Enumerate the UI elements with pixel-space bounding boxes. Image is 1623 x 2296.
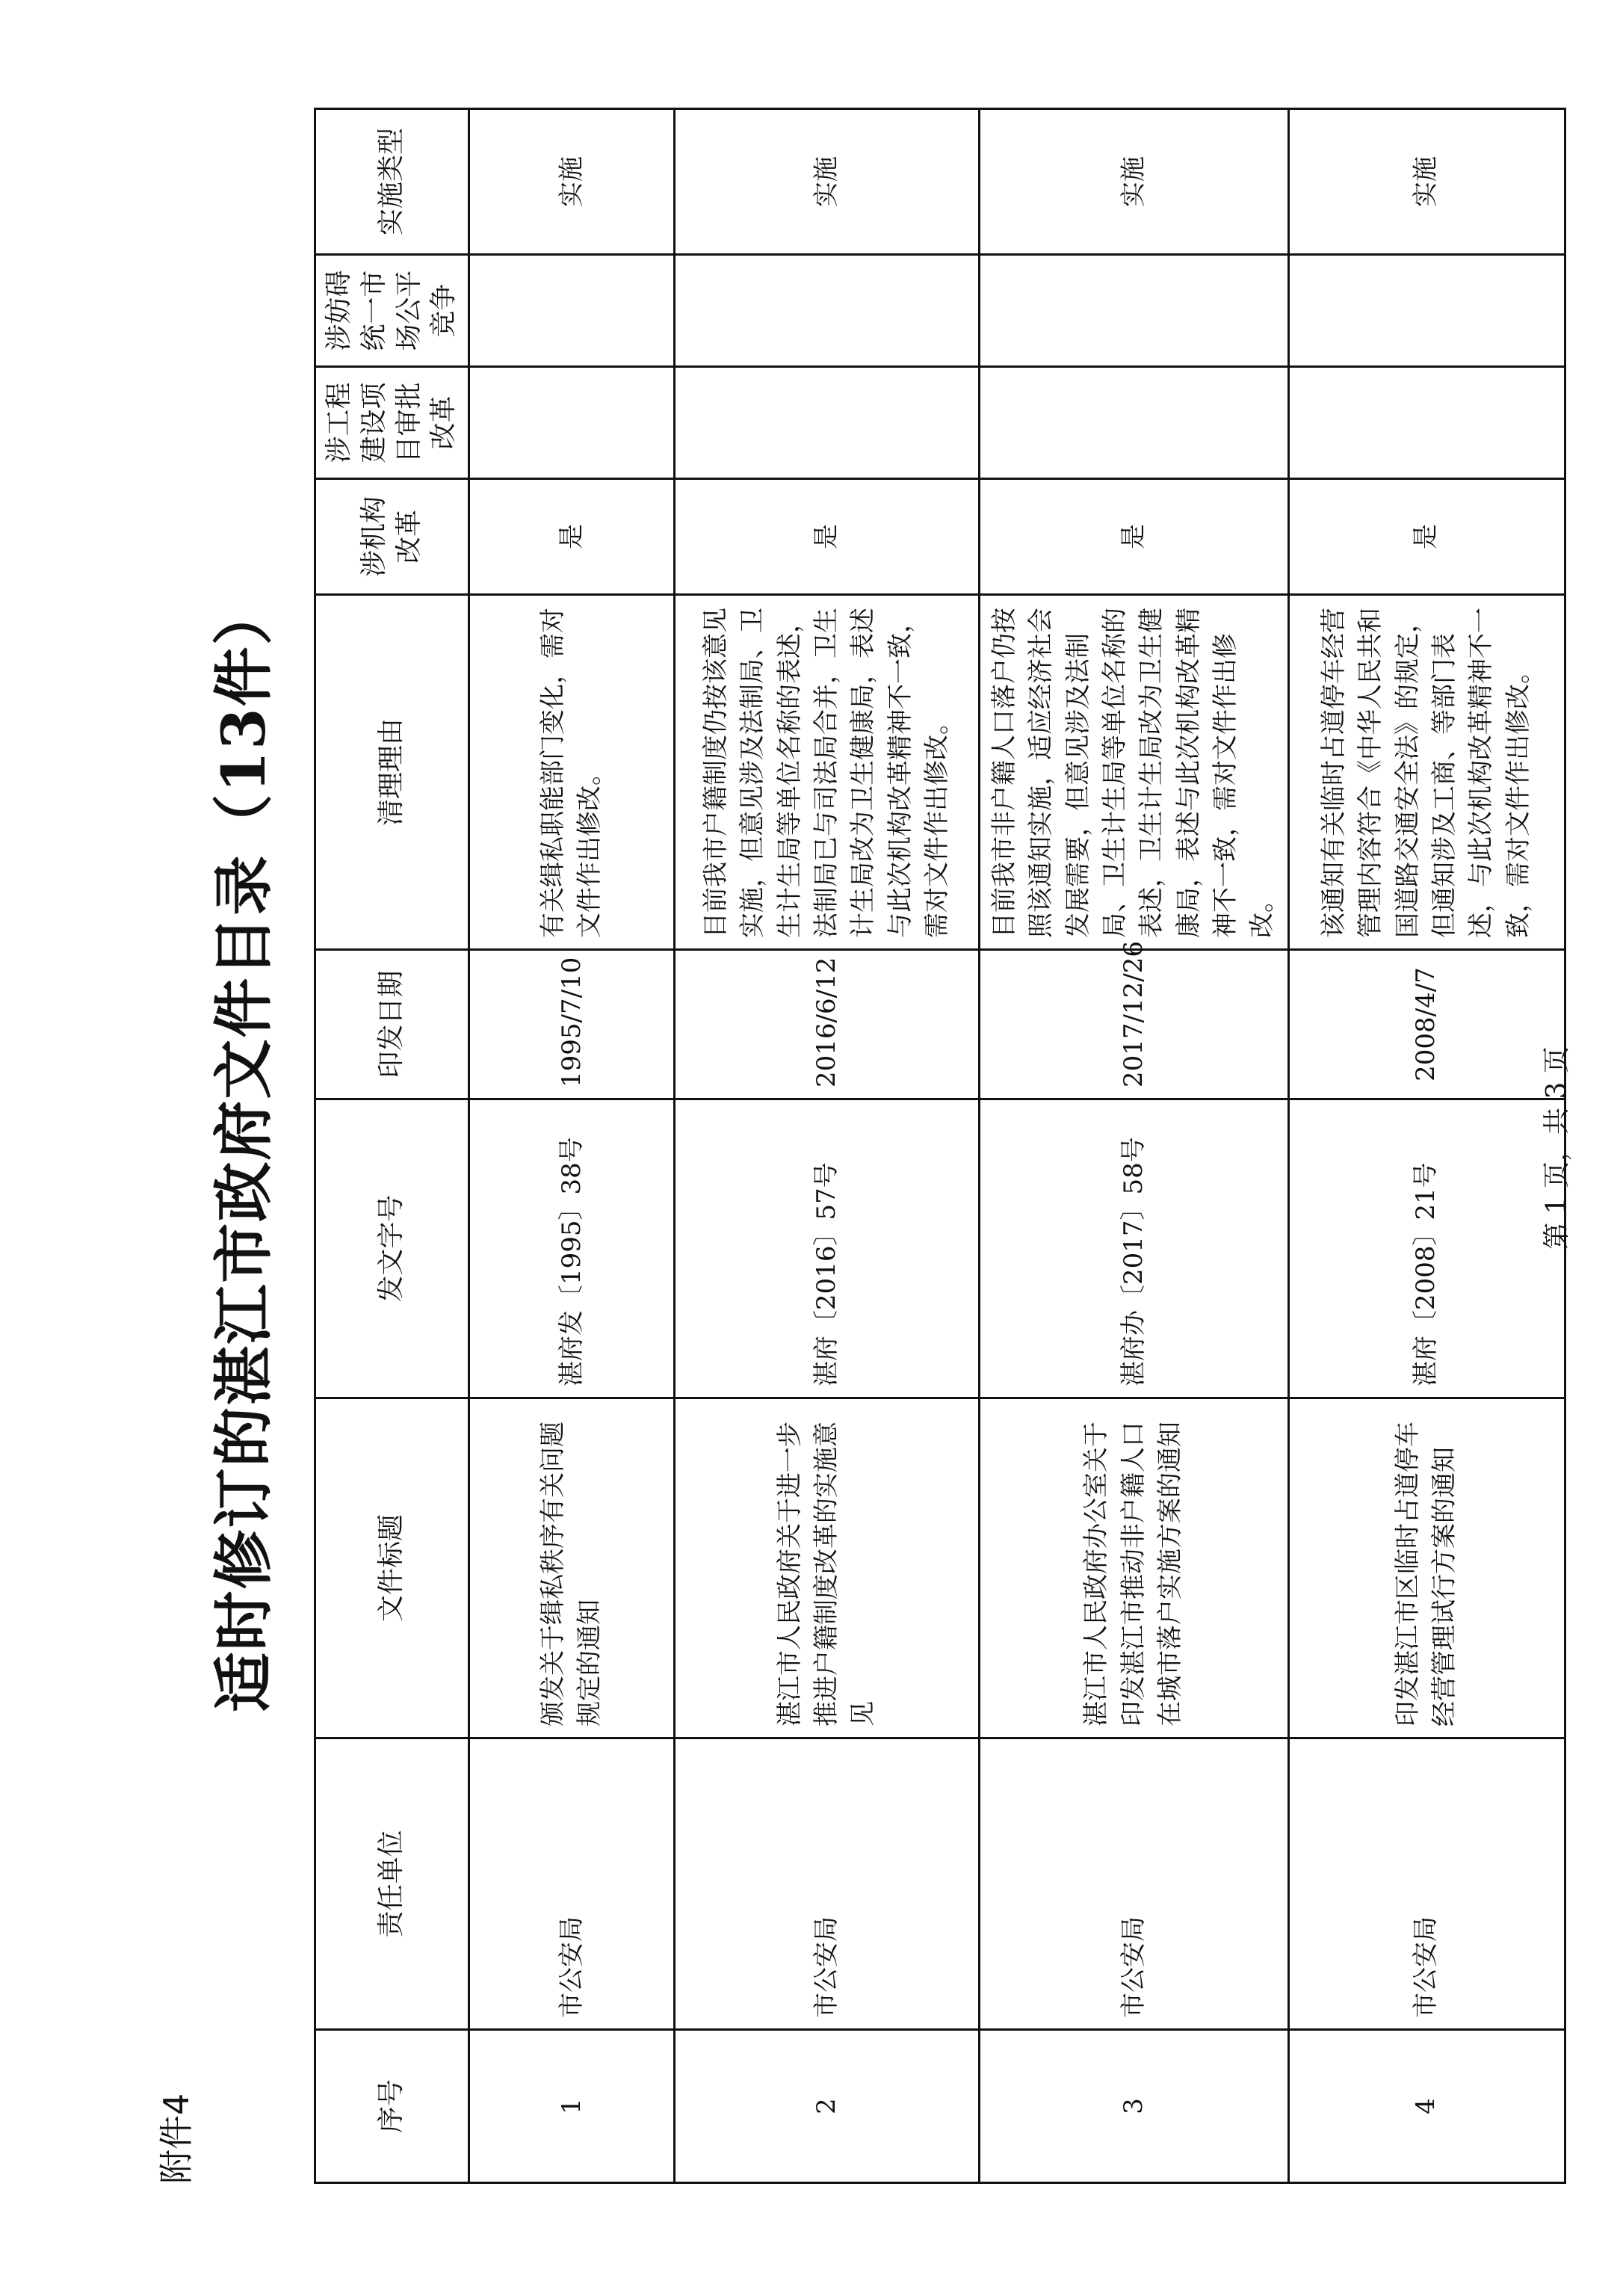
cell-date: 2016/6/12 xyxy=(675,950,980,1099)
cell-reason: 目前我市户籍制度仍按该意见实施，但意见涉及法制局、卫生计生局等单位名称的表述，法制局已与司法局合并，卫生计生局改为卫生健康局，表述与此次机构改革精神不一致，需对文件作出修改。 xyxy=(675,595,980,950)
cell-date: 2017/12/26 xyxy=(980,950,1288,1099)
header-date: 印发日期 xyxy=(315,950,469,1099)
table-row xyxy=(980,109,1288,2183)
attachment-label: 附件4 xyxy=(156,2093,197,2184)
table-row xyxy=(1288,109,1565,2183)
header-row xyxy=(315,109,469,2183)
cell-market xyxy=(469,255,675,367)
cell-market xyxy=(675,255,980,367)
cell-market xyxy=(980,255,1288,367)
cell-unit: 市公安局 xyxy=(469,1738,675,2030)
cell-market xyxy=(1288,255,1565,367)
header-seq: 序号 xyxy=(315,2030,469,2183)
cell-eng-reform xyxy=(1288,367,1565,479)
header-doc-title: 文件标题 xyxy=(315,1398,469,1738)
document-table xyxy=(314,108,1566,2184)
cell-reason: 目前我市非户籍人口落户仍按照该通知实施，适应经济社会发展需要，但意见涉及法制局、卫生计生局等单位名称的表述，卫生计生局改为卫生健康局，表述与此次机构改革精神不一致，需对文件作出修改。 xyxy=(980,595,1288,950)
cell-doc-no: 湛府〔2008〕21号 xyxy=(1288,1099,1565,1398)
page-footer: 第 1 页，共 3 页 xyxy=(1542,1046,1572,1250)
cell-date: 2008/4/7 xyxy=(1288,950,1565,1099)
table-row xyxy=(469,109,675,2183)
cell-doc-title: 湛江市人民政府关于进一步推进户籍制度改革的实施意见 xyxy=(675,1398,980,1738)
cell-seq: 2 xyxy=(675,2030,980,2183)
header-doc-no: 发文字号 xyxy=(315,1099,469,1398)
cell-unit: 市公安局 xyxy=(675,1738,980,2030)
cell-doc-no: 湛府〔2016〕57号 xyxy=(675,1099,980,1398)
cell-date: 1995/7/10 xyxy=(469,950,675,1099)
cell-seq: 1 xyxy=(469,2030,675,2183)
cell-seq: 3 xyxy=(980,2030,1288,2183)
cell-doc-title: 颁发关于缉私秩序有关问题规定的通知 xyxy=(469,1398,675,1738)
header-impl-type: 实施类型 xyxy=(315,109,469,255)
cell-inst-reform: 是 xyxy=(980,479,1288,595)
header-reason: 清理理由 xyxy=(315,595,469,950)
cell-eng-reform xyxy=(675,367,980,479)
cell-doc-title: 湛江市人民政府办公室关于印发湛江市推动非户籍人口在城市落户实施方案的通知 xyxy=(980,1398,1288,1738)
cell-impl-type: 实施 xyxy=(980,109,1288,255)
cell-doc-title: 印发湛江市区临时占道停车经营管理试行方案的通知 xyxy=(1288,1398,1565,1738)
cell-doc-no: 湛府办〔2017〕58号 xyxy=(980,1099,1288,1398)
page-title: 适时修订的湛江市政府文件目录（13件） xyxy=(208,584,279,1712)
cell-inst-reform: 是 xyxy=(675,479,980,595)
header-unit: 责任单位 xyxy=(315,1738,469,2030)
header-market: 涉妨碍统一市场公平竞争 xyxy=(315,255,469,367)
cell-eng-reform xyxy=(980,367,1288,479)
cell-impl-type: 实施 xyxy=(1288,109,1565,255)
cell-reason: 该通知有关临时占道停车经营管理内容符合《中华人民共和国道路交通安全法》的规定，但通知涉及工商、等部门表述，与此次机构改革精神不一致，需对文件作出修改。 xyxy=(1288,595,1565,950)
cell-unit: 市公安局 xyxy=(980,1738,1288,2030)
header-inst-reform: 涉机构改革 xyxy=(315,479,469,595)
table-row xyxy=(675,109,980,2183)
cell-inst-reform: 是 xyxy=(469,479,675,595)
cell-unit: 市公安局 xyxy=(1288,1738,1565,2030)
cell-impl-type: 实施 xyxy=(675,109,980,255)
header-eng-reform: 涉工程建设项目审批改革 xyxy=(315,367,469,479)
cell-impl-type: 实施 xyxy=(469,109,675,255)
cell-reason: 有关缉私职能部门变化，需对文件作出修改。 xyxy=(469,595,675,950)
cell-inst-reform: 是 xyxy=(1288,479,1565,595)
cell-doc-no: 湛府发〔1995〕38号 xyxy=(469,1099,675,1398)
cell-eng-reform xyxy=(469,367,675,479)
cell-seq: 4 xyxy=(1288,2030,1565,2183)
